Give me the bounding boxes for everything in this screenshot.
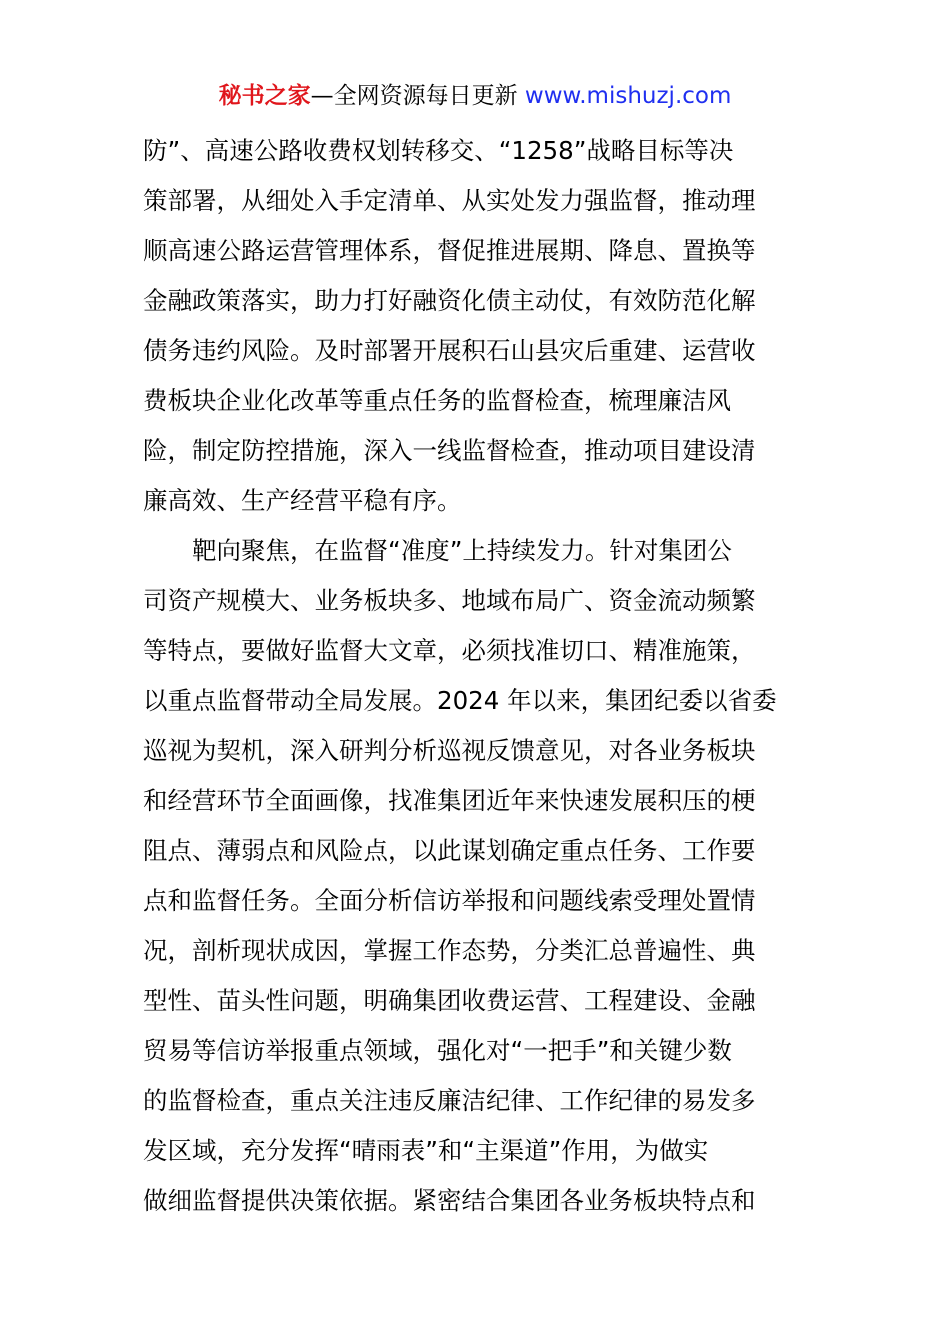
text-line: 防”、高速公路收费权划转移交、“1258”战略目标等决 (143, 136, 734, 165)
text-line: 债务违约风险。及时部署开展积石山县灾后重建、运营收 (143, 336, 756, 365)
text-line: 金融政策落实，助力打好融资化债主动仗，有效防范化解 (143, 286, 756, 315)
paragraph-focus-precision (143, 526, 807, 1226)
text-line: 险，制定防控措施，深入一线监督检查，推动项目建设清 (143, 436, 756, 465)
text-line-first: 靶向聚焦，在监督“准度”上持续发力。针对集团公 (192, 536, 732, 565)
site-header (0, 80, 950, 112)
text-line: 费板块企业化改革等重点任务的监督检查，梳理廉洁风 (143, 386, 731, 415)
text-line: 顺高速公路运营管理体系，督促推进展期、降息、置换等 (143, 236, 756, 265)
text-line: 廉高效、生产经营平稳有序。 (143, 486, 462, 515)
text-line: 等特点，要做好监督大文章，必须找准切口、精准施策， (143, 636, 756, 665)
text-line: 以重点监督带动全局发展。2024 年以来，集团纪委以省委 (143, 686, 777, 715)
text-line: 阻点、薄弱点和风险点，以此谋划确定重点任务、工作要 (143, 836, 756, 865)
text-line: 巡视为契机，深入研判分析巡视反馈意见，对各业务板块 (143, 736, 756, 765)
site-tagline: —全网资源每日更新 (310, 83, 525, 109)
text-line: 况，剖析现状成因，掌握工作态势，分类汇总普遍性、典 (143, 936, 756, 965)
text-line: 点和监督任务。全面分析信访举报和问题线索受理处置情 (143, 886, 756, 915)
text-line: 的监督检查，重点关注违反廉洁纪律、工作纪律的易发多 (143, 1086, 756, 1115)
text-line: 发区域，充分发挥“晴雨表”和“主渠道”作用，为做实 (143, 1136, 709, 1165)
paragraph-continuation (143, 126, 807, 526)
text-line: 贸易等信访举报重点领域，强化对“一把手”和关键少数 (143, 1036, 732, 1065)
text-line: 和经营环节全面画像，找准集团近年来快速发展积压的梗 (143, 786, 756, 815)
document-body (143, 126, 807, 1226)
text-line: 司资产规模大、业务板块多、地域布局广、资金流动频繁 (143, 586, 756, 615)
text-line: 做细监督提供决策依据。紧密结合集团各业务板块特点和 (143, 1186, 756, 1215)
site-url-link[interactable]: www.mishuzj.com (524, 83, 732, 109)
text-line: 策部署，从细处入手定清单、从实处发力强监督，推动理 (143, 186, 756, 215)
text-line: 型性、苗头性问题，明确集团收费运营、工程建设、金融 (143, 986, 756, 1015)
site-brand: 秘书之家 (218, 83, 311, 109)
